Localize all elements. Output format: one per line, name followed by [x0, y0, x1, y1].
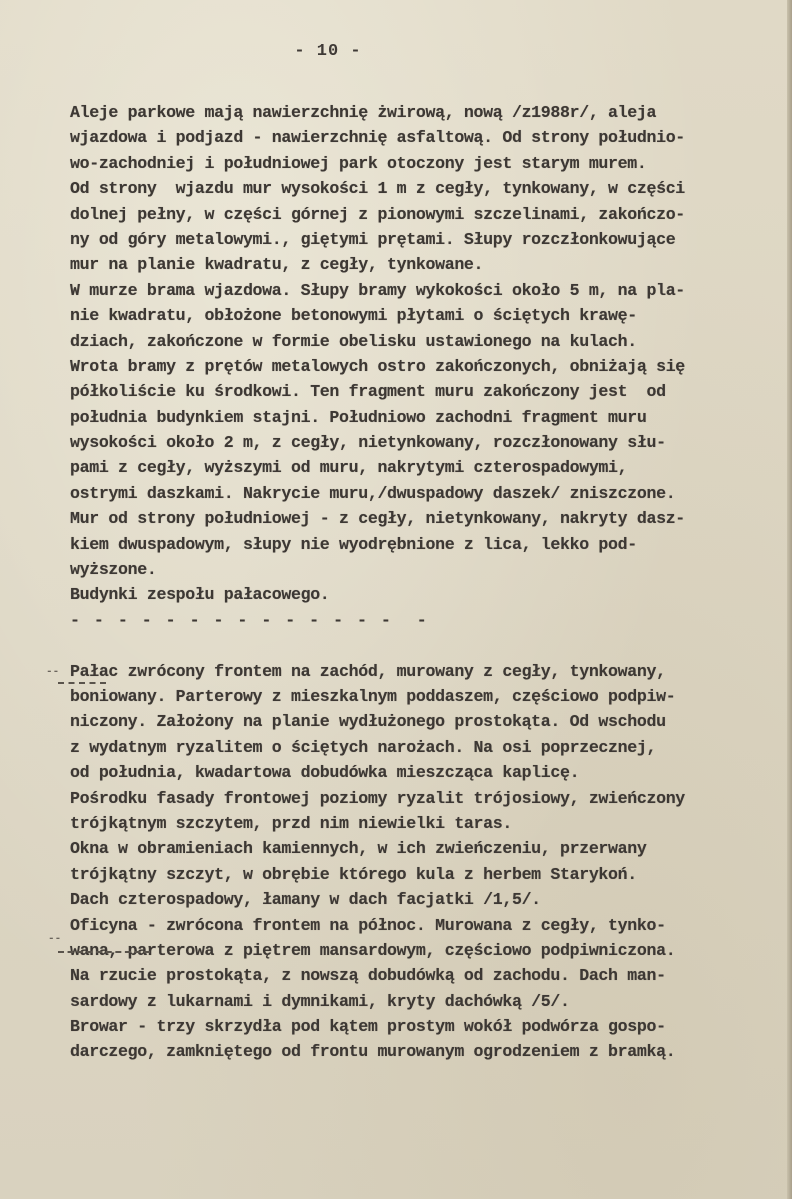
text-line: półkoliście ku środkowi. Ten fragment muru zakończony jest od: [70, 382, 666, 402]
text-line-oficyna: Oficyna - zwrócona frontem na północ. Murowana z cegły, tynko-: [70, 915, 666, 935]
text-line: wyższone.: [70, 560, 157, 580]
text-line: wo-zachodniej i południowej park otoczony jest starym murem.: [70, 153, 647, 173]
text-line: Wrota bramy z prętów metalowych ostro zakończonych, obniżają się: [70, 356, 685, 376]
margin-dash-mark: --: [46, 666, 60, 678]
text-line: Dach czterospadowy, łamany w dach facjatki /1,5/.: [70, 890, 541, 910]
text-line: trójkątnym szczytem, przd nim niewielki taras.: [70, 813, 512, 833]
text-line: Pośrodku fasady frontowej poziomy ryzalit trójosiowy, zwieńczony: [70, 788, 685, 808]
text-line: Aleje parkowe mają nawierzchnię żwirową, nową /z1988r/, aleja: [70, 103, 657, 122]
heading-underline-palac: [58, 682, 106, 684]
heading-underline-dashes: - - - - - - - - - - - - - - -: [70, 610, 429, 630]
text-line: kiem dwuspadowym, słupy nie wyodrębnione z lica, lekko pod-: [70, 534, 637, 554]
text-line: sardowy z lukarnami i dymnikami, kryty dachówką /5/.: [70, 991, 570, 1011]
text-line: wysokości około 2 m, z cegły, nietynkowany, rozczłonowany słu-: [70, 433, 666, 453]
text-line: południa budynkiem stajni. Południowo zachodni fragment muru: [70, 407, 647, 427]
text-line: trójkątny szczyt, w obrębie którego kula z herbem Starykoń.: [70, 864, 637, 884]
text-line: darczego, zamkniętego od frontu murowanym ogrodzeniem z bramką.: [70, 1042, 676, 1062]
text-line: pami z cegły, wyższymi od muru, nakrytymi czterospadowymi,: [70, 458, 628, 478]
text-line: Okna w obramieniach kamiennych, w ich zwieńczeniu, przerwany: [70, 839, 647, 859]
text-line: wjazdowa i podjazd - nawierzchnię asfaltową. Od strony południo-: [70, 128, 685, 148]
text-line: z wydatnym ryzalitem o ściętych narożach. Na osi poprzecznej,: [70, 737, 657, 757]
page-number-text: - 10 -: [294, 42, 362, 61]
blank-line: [70, 633, 780, 658]
text-line: Browar - trzy skrzydła pod kątem prostym wokół podwórza gospo-: [70, 1017, 666, 1037]
text-line: nie kwadratu, obłożone betonowymi płytami o ściętych krawę-: [70, 306, 637, 326]
page-number: [0, 42, 792, 61]
text-line: Od strony wjazdu mur wysokości 1 m z cegły, tynkowany, w części: [70, 179, 685, 199]
page-edge: [787, 0, 792, 1199]
margin-dash-mark: --: [48, 933, 62, 945]
text-line: Na rzucie prostokąta, z nowszą dobudówką od zachodu. Dach man-: [70, 966, 666, 986]
text-line: ostrymi daszkami. Nakrycie muru,/dwuspadowy daszek/ zniszczone.: [70, 483, 676, 503]
text-line: niczony. Założony na planie wydłużonego prostokąta. Od wschodu: [70, 712, 666, 732]
text-line: ny od góry metalowymi., giętymi prętami. Słupy rozczłonkowujące: [70, 229, 676, 249]
text-line: od południa, kwadartowa dobudówka mieszcząca kaplicę.: [70, 763, 580, 783]
text-line: boniowany. Parterowy z mieszkalnym poddaszem, częściowo podpiw-: [70, 686, 676, 706]
document-body: [70, 100, 780, 1065]
text-line: dolnej pełny, w części górnej z pionowymi szczelinami, zakończo-: [70, 204, 685, 224]
text-line: Mur od strony południowej - z cegły, nietynkowany, nakryty dasz-: [70, 509, 685, 529]
text-line: dziach, zakończone w formie obelisku ustawionego na kulach.: [70, 331, 637, 351]
section-heading: Budynki zespołu pałacowego.: [70, 585, 330, 605]
text-line-palac: Pałac zwrócony frontem na zachód, murowany z cegły, tynkowany,: [70, 661, 666, 681]
text-line: mur na planie kwadratu, z cegły, tynkowane.: [70, 255, 484, 275]
text-line: wana, parterowa z piętrem mansardowym, częściowo podpiwniczona.: [70, 940, 676, 960]
text-line: W murze brama wjazdowa. Słupy bramy wykokości około 5 m, na pla-: [70, 280, 685, 300]
heading-underline-oficyna: [58, 951, 150, 953]
